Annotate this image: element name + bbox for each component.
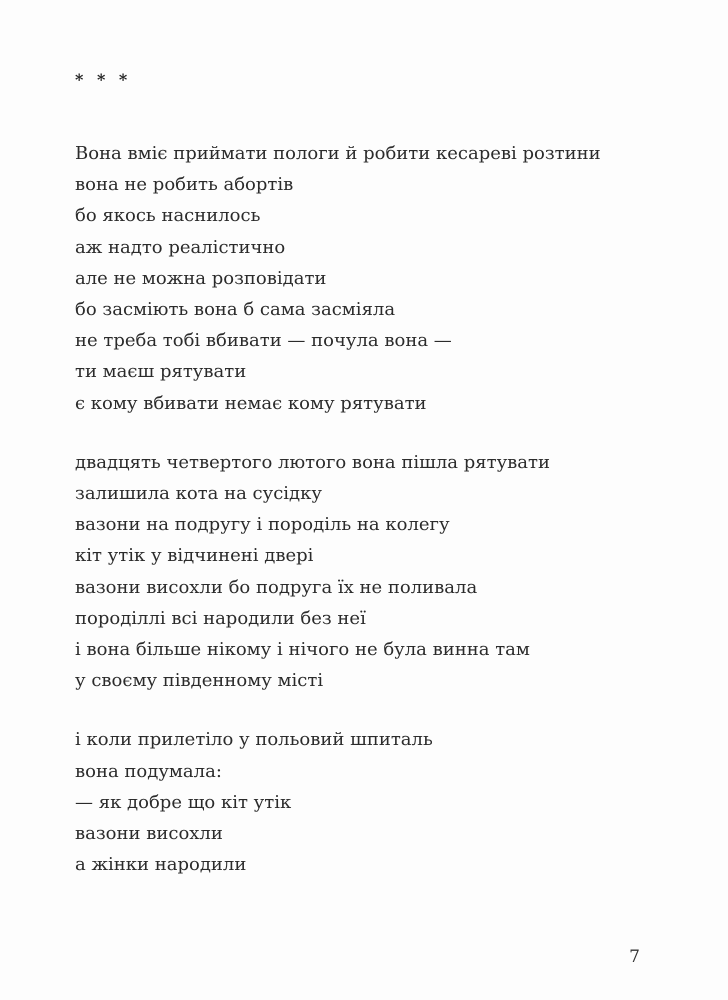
- stanza-3: [75, 724, 695, 880]
- poem-line: вазони висохли: [75, 823, 223, 845]
- poem-line: і вона більше нікому і нічого не була винна там: [75, 639, 530, 661]
- section-ornament: * * *: [75, 70, 132, 89]
- poem-line: вазони на подругу і породіль на колегу: [75, 514, 450, 536]
- poem-line: двадцять четвертого лютого вона пішла рятувати: [75, 451, 550, 473]
- poem-line: — як добре що кіт утік: [75, 791, 292, 813]
- poem-line: а жінки народили: [75, 854, 247, 876]
- poem-line: є кому вбивати немає кому рятувати: [75, 392, 427, 414]
- poem-line: бо засміють вона б сама засміяла: [75, 299, 396, 321]
- page-number: 7: [629, 947, 640, 967]
- poem-line: кіт утік у відчинені двері: [75, 545, 314, 567]
- poem-line: але не можна розповідати: [75, 267, 327, 289]
- poem-line: не треба тобі вбивати — почула вона —: [75, 330, 452, 352]
- poem-line: вазони висохли бо подруга їх не поливала: [75, 576, 478, 598]
- poem-line: ти маєш рятувати: [75, 361, 247, 383]
- stanza-2: [75, 447, 695, 697]
- poem-line: Вона вміє приймати пологи й робити кесареві розтини: [75, 143, 601, 164]
- poem-line: у своєму південному місті: [75, 670, 324, 692]
- poem-line: породіллі всі народили без неї: [75, 607, 366, 629]
- poem-line: аж надто реалістично: [75, 236, 286, 258]
- poem-line: залишила кота на сусідку: [75, 483, 322, 505]
- poem-line: вона не робить абортів: [75, 174, 294, 196]
- poem-line: і коли прилетіло у польовий шпиталь: [75, 729, 433, 751]
- stanza-1: [75, 138, 695, 419]
- poem: [75, 138, 695, 908]
- poem-line: бо якось наснилось: [75, 205, 261, 227]
- poem-line: вона подумала:: [75, 760, 222, 782]
